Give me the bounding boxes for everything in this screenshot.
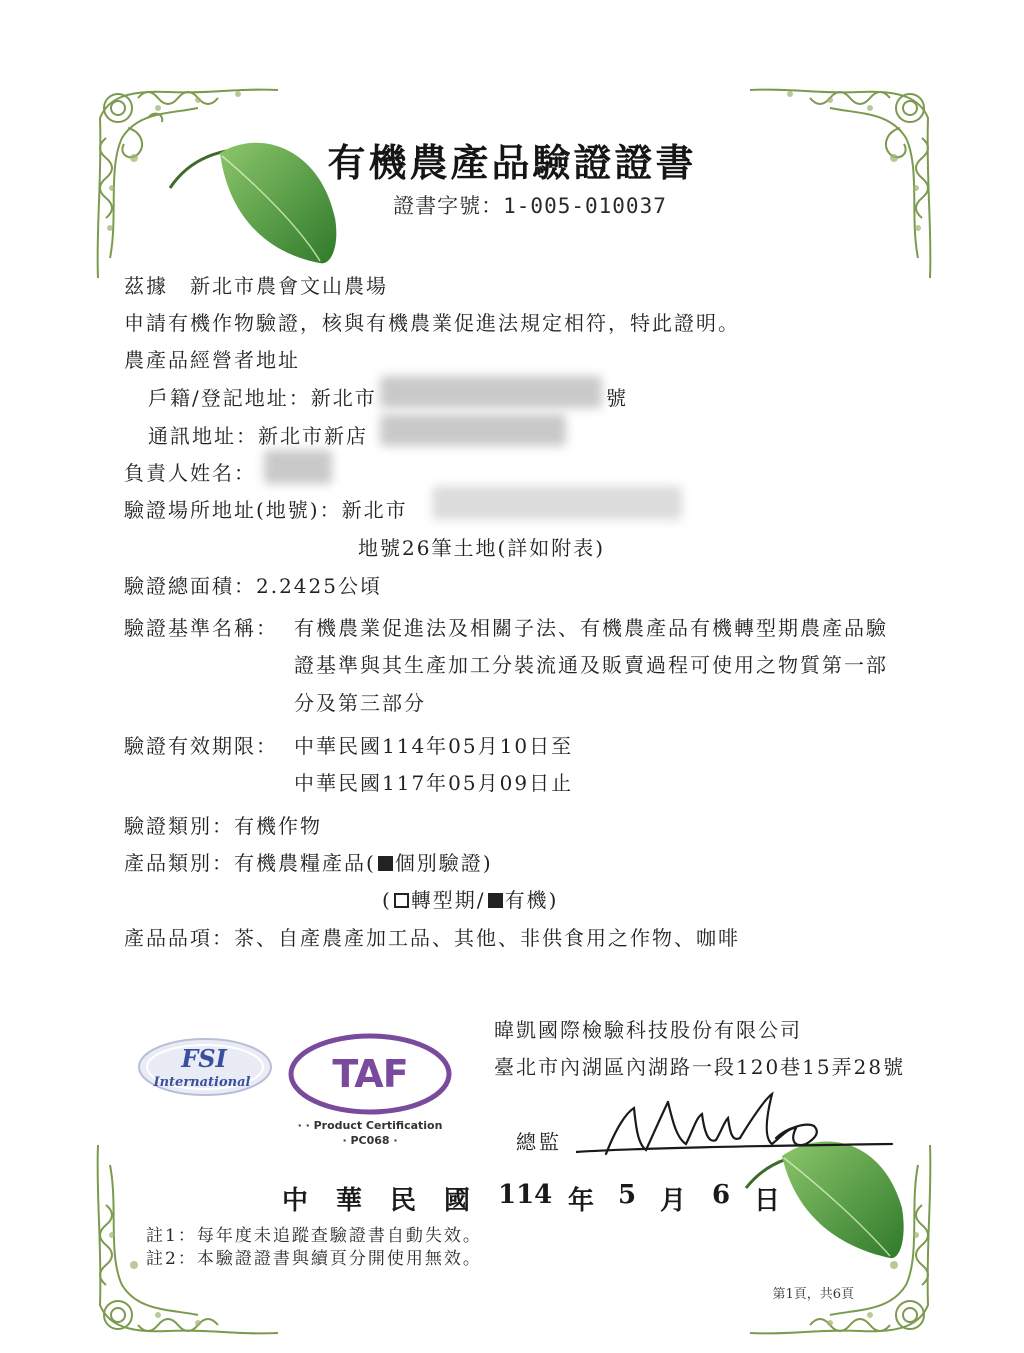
product-items: 產品品項：茶、自產農產加工品、其他、非供食用之作物、咖啡 [124, 926, 740, 950]
issue-date-day: 6 [712, 1180, 731, 1210]
registered-address-label: 戶籍/登記地址：新北市 [148, 386, 377, 410]
fsi-logo-text: FSI [181, 1044, 227, 1073]
issue-date-char: 華 [336, 1186, 363, 1216]
issue-date-char: 中 [282, 1186, 309, 1216]
standard-line: 證基準與其生產加工分裝流通及販賣過程可使用之物質第一部 [294, 653, 888, 677]
total-area: 驗證總面積：2.2425公頃 [124, 574, 382, 598]
issue-date-day-unit: 日 [754, 1186, 781, 1216]
product-category-suffix: ) [482, 851, 493, 875]
taf-caption [288, 1118, 452, 1148]
redacted-mailing-address [380, 414, 566, 446]
taf-logo-text: TAF [332, 1052, 408, 1096]
director-label: 總監 [516, 1130, 562, 1154]
validity-start: 中華民國114年05月10日至 [294, 734, 574, 758]
standard-line: 有機農業促進法及相關子法、有機農產品有機轉型期農產品驗 [294, 616, 888, 640]
note-2: 註2：本驗證證書與續頁分開使用無效。 [146, 1249, 482, 1269]
paren-close: ) [548, 888, 559, 912]
mailing-address-label: 通訊地址：新北市新店 [148, 424, 368, 448]
issue-date-year: 114 [498, 1180, 553, 1210]
redacted-site-address [432, 486, 682, 520]
paren-open: ( [382, 888, 392, 912]
page-number: 第1頁，共6頁 [772, 1287, 854, 1302]
product-subcategory [382, 884, 558, 913]
director-signature [576, 1088, 896, 1168]
issuer-company: 暐凱國際檢驗科技股份有限公司 [494, 1018, 802, 1042]
responsible-person-label: 負責人姓名： [124, 461, 256, 485]
taf-caption-line1: · · Product Certification [297, 1119, 443, 1132]
issue-date-char: 民 [390, 1186, 417, 1216]
validity-end: 中華民國117年05月09日止 [294, 771, 574, 795]
product-category [124, 847, 493, 876]
registered-address-tail: 號 [606, 386, 628, 410]
statement-line: 申請有機作物驗證，核與有機農業促進法規定相符，特此證明。 [124, 311, 740, 335]
checked-box-icon [488, 893, 503, 908]
note-1: 註1：每年度未追蹤查驗證書自動失效。 [146, 1226, 482, 1246]
basis-line: 茲據 新北市農會文山農場 [124, 274, 388, 298]
operator-address-heading: 農產品經營者地址 [124, 348, 300, 372]
issue-date-month: 5 [618, 1180, 637, 1210]
redacted-responsible-person [264, 450, 332, 484]
certification-category: 驗證類別：有機作物 [124, 814, 322, 838]
site-address-line2: 地號26筆土地(詳如附表) [358, 536, 606, 560]
issuer-address: 臺北市內湖區內湖路一段120巷15弄28號 [494, 1055, 906, 1079]
taf-logo [287, 1031, 453, 1117]
fsi-logo [136, 1036, 274, 1098]
issue-date-month-unit: 月 [660, 1186, 687, 1216]
taf-caption-line2: · PC068 · [342, 1134, 398, 1147]
validity-label: 驗證有效期限： [124, 734, 278, 758]
organic-label: 有機 [504, 888, 549, 912]
standard-label: 驗證基準名稱： [124, 616, 278, 640]
unchecked-box-icon [394, 893, 409, 908]
certificate-number: 證書字號：1-005-010037 [393, 194, 667, 218]
redacted-registered-address [380, 376, 602, 408]
certificate-title: 有機農產品驗證證書 [327, 140, 697, 185]
issue-date-char: 國 [444, 1186, 471, 1216]
product-category-prefix: 產品類別：有機農糧產品( [124, 851, 376, 875]
product-category-checked: 個別驗證 [394, 851, 483, 875]
issue-date-year-unit: 年 [568, 1186, 595, 1216]
standard-line: 分及第三部分 [294, 691, 426, 715]
site-address-label: 驗證場所地址(地號)：新北市 [124, 498, 408, 522]
fsi-logo-subtext: International [153, 1075, 251, 1090]
checked-box-icon [378, 856, 393, 871]
transition-label: 轉型期/ [410, 888, 486, 912]
